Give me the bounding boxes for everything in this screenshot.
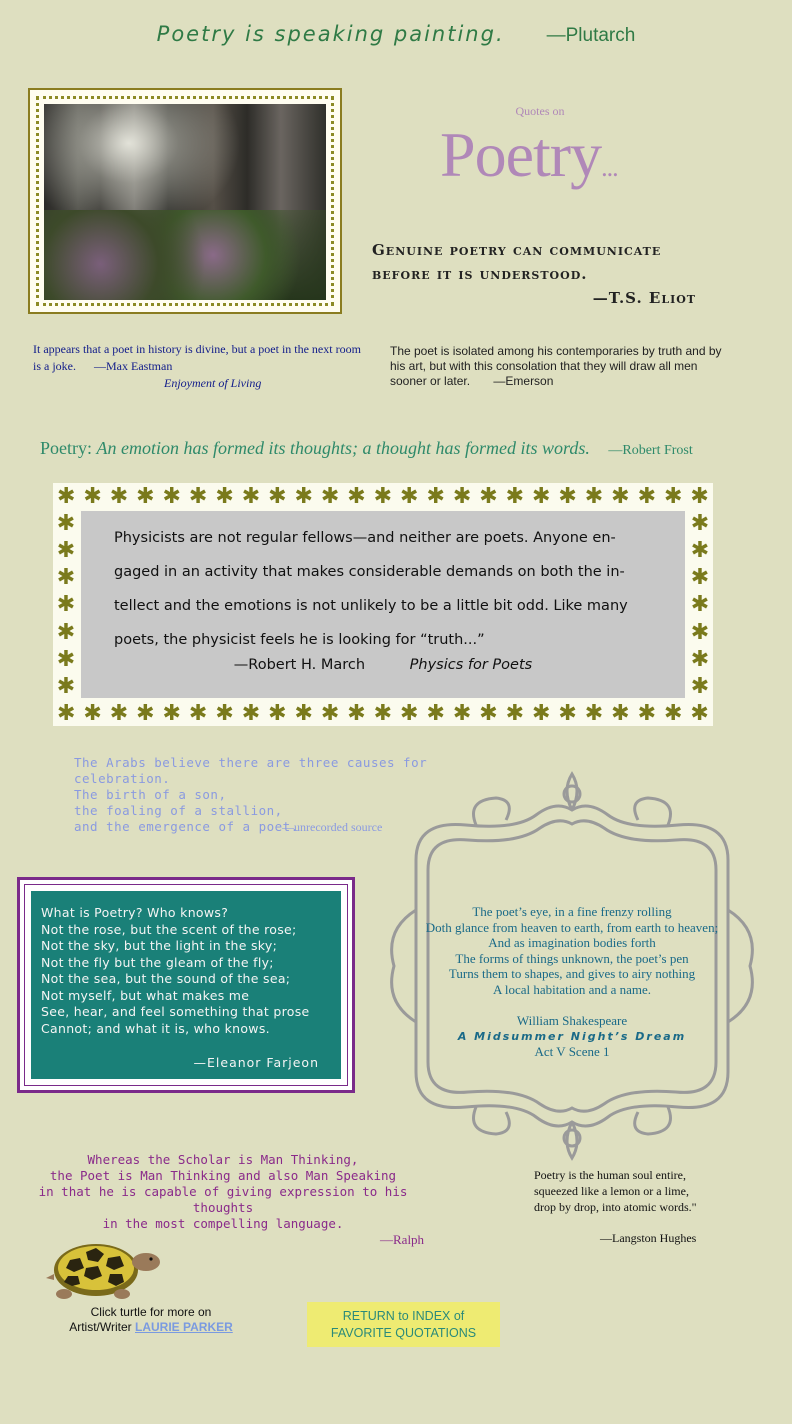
shakespeare-play: A Midsummer Night’s Dream (457, 1029, 687, 1043)
arabs-line: the foaling of a stallion, (74, 803, 283, 818)
eastman-author: —Max Eastman (94, 359, 173, 373)
eastman-quote (33, 341, 363, 392)
return-line1: RETURN to INDEX of (342, 1309, 465, 1323)
forest-photo (44, 104, 326, 300)
emerson2-line: in the most compelling language. (102, 1216, 344, 1231)
turtle-caption (56, 1305, 246, 1335)
star-border-bottom: ✱ ✱ ✱ ✱ ✱ ✱ ✱ ✱ ✱ ✱ ✱ ✱ ✱ ✱ ✱ ✱ ✱ ✱ ✱ ✱ ✱ ✱ ✱ ✱ ✱ (56, 700, 709, 725)
farjeon-text (41, 905, 341, 1037)
return-line2: FAVORITE QUOTATIONS (330, 1326, 477, 1340)
march-text (114, 521, 654, 657)
farjeon-line: Not the sea, but the sound of the sea; (41, 971, 291, 986)
march-line: poets, the physicist feels he is looking for “truth...” (114, 632, 485, 648)
shakespeare-author: William Shakespeare (516, 1013, 628, 1028)
top-quote-author: —Plutarch (546, 25, 636, 46)
arabs-line: The Arabs believe there are three causes for celebration. (74, 755, 428, 786)
shakespeare-line: And as imagination bodies forth (488, 935, 656, 950)
frost-quote (40, 438, 780, 459)
farjeon-quote-frame (17, 877, 355, 1093)
march-quote-frame (53, 483, 713, 726)
shakespeare-line: The poet’s eye, in a fine frenzy rolling (472, 904, 672, 919)
emerson2-line: Whereas the Scholar is Man Thinking, (87, 1152, 359, 1167)
eastman-text: It appears that a poet in history is divine, but a poet in the next room is a joke. (33, 342, 361, 373)
turtle-icon[interactable] (46, 1234, 164, 1304)
march-line: Physicists are not regular fellows—and neither are poets. Anyone en- (114, 530, 616, 546)
farjeon-author: —Eleanor Farjeon (193, 1055, 319, 1070)
page-title-suffix: ... (601, 153, 618, 182)
frost-label: Poetry: (40, 438, 92, 458)
eastman-source: Enjoyment of Living (164, 376, 262, 390)
march-author: —Robert H. March (233, 657, 366, 673)
arabs-line: The birth of a son, (74, 787, 227, 802)
emerson2-line: the Poet is Man Thinking and also Man Speaking (49, 1168, 397, 1183)
emerson2-author: —Ralph (380, 1232, 425, 1247)
turtle-caption-line2: Artist/Writer (69, 1320, 132, 1334)
hughes-line: Poetry is the human soul entire, (534, 1168, 686, 1182)
frost-text: An emotion has formed its thoughts; a thought has formed its words. (96, 438, 590, 458)
forest-photo-frame (28, 88, 342, 314)
top-quote-text: Poetry is speaking painting. (156, 22, 505, 46)
emerson-scholar-quote (36, 1152, 410, 1232)
hughes-line: drop by drop, into atomic words." (534, 1200, 697, 1214)
shakespeare-quote (390, 904, 754, 1060)
frost-author: —Robert Frost (608, 443, 693, 458)
farjeon-quote-box (31, 891, 341, 1079)
star-border-top: ✱ ✱ ✱ ✱ ✱ ✱ ✱ ✱ ✱ ✱ ✱ ✱ ✱ ✱ ✱ ✱ ✱ ✱ ✱ ✱ ✱ ✱ ✱ ✱ ✱ (56, 483, 709, 508)
header-kicker: Quotes on (515, 104, 565, 118)
eliot-author: —T.S. Eliot (592, 289, 696, 307)
hughes-quote (534, 1167, 734, 1215)
farjeon-line: Not myself, but what makes me (41, 987, 250, 1003)
top-quote (0, 22, 792, 47)
emerson-author: —Emerson (493, 374, 554, 388)
arabs-source: —unrecorded source (282, 820, 383, 834)
farjeon-line: What is Poetry? Who knows? (41, 905, 229, 920)
shakespeare-line: A local habitation and a name. (492, 981, 652, 997)
shakespeare-line: Doth glance from heaven to earth, from earth to heaven; (425, 919, 719, 935)
shakespeare-line: Turns them to shapes, and gives to airy nothing (448, 966, 696, 981)
eliot-quote (372, 238, 722, 310)
return-to-index-button[interactable] (307, 1302, 500, 1347)
march-line: tellect and the emotions is not unlikely to be a little bit odd. Like many (114, 598, 628, 614)
laurie-parker-link[interactable]: LAURIE PARKER (135, 1320, 233, 1334)
farjeon-line: Not the rose, but the scent of the rose; (41, 921, 297, 937)
shakespeare-act: Act V Scene 1 (534, 1044, 610, 1059)
march-attribution (81, 657, 685, 673)
emerson-text: The poet is isolated among his contemporaries by truth and by his art, but with this consolation that they will draw all men sooner or later. (390, 344, 722, 388)
star-border-right: ✱ ✱ ✱ ✱ ✱ ✱ ✱ (690, 509, 710, 699)
farjeon-line: Not the fly but the gleam of the fly; (41, 954, 274, 970)
march-book: Physics for Poets (409, 657, 533, 673)
arabs-line: and the emergence of a poet. (74, 819, 299, 834)
forest-foliage (44, 210, 326, 300)
shakespeare-line: The forms of things unknown, the poet’s pen (455, 950, 689, 966)
march-quote-box (81, 511, 685, 698)
hughes-line: squeezed like a lemon or a lime, (534, 1184, 689, 1198)
farjeon-line: Not the sky, but the light in the sky; (41, 938, 278, 953)
star-border-left: ✱ ✱ ✱ ✱ ✱ ✱ ✱ (56, 509, 76, 699)
eliot-line: Genuine poetry can communicate (372, 241, 662, 259)
farjeon-line: Cannot; and what it is, who knows. (41, 1020, 270, 1036)
eliot-line: before it is understood. (372, 265, 588, 283)
emerson-quote (390, 344, 730, 389)
farjeon-line: See, hear, and feel something that prose (41, 1004, 310, 1019)
turtle-caption-line1: Click turtle for more on (90, 1305, 212, 1319)
march-line: gaged in an activity that makes considerable demands on both the in- (114, 564, 625, 580)
hughes-author: —Langston Hughes (600, 1231, 697, 1245)
page-title (440, 118, 618, 192)
emerson2-line: in that he is capable of giving expression to his thoughts (38, 1184, 408, 1215)
page-title-text: Poetry (440, 119, 602, 190)
